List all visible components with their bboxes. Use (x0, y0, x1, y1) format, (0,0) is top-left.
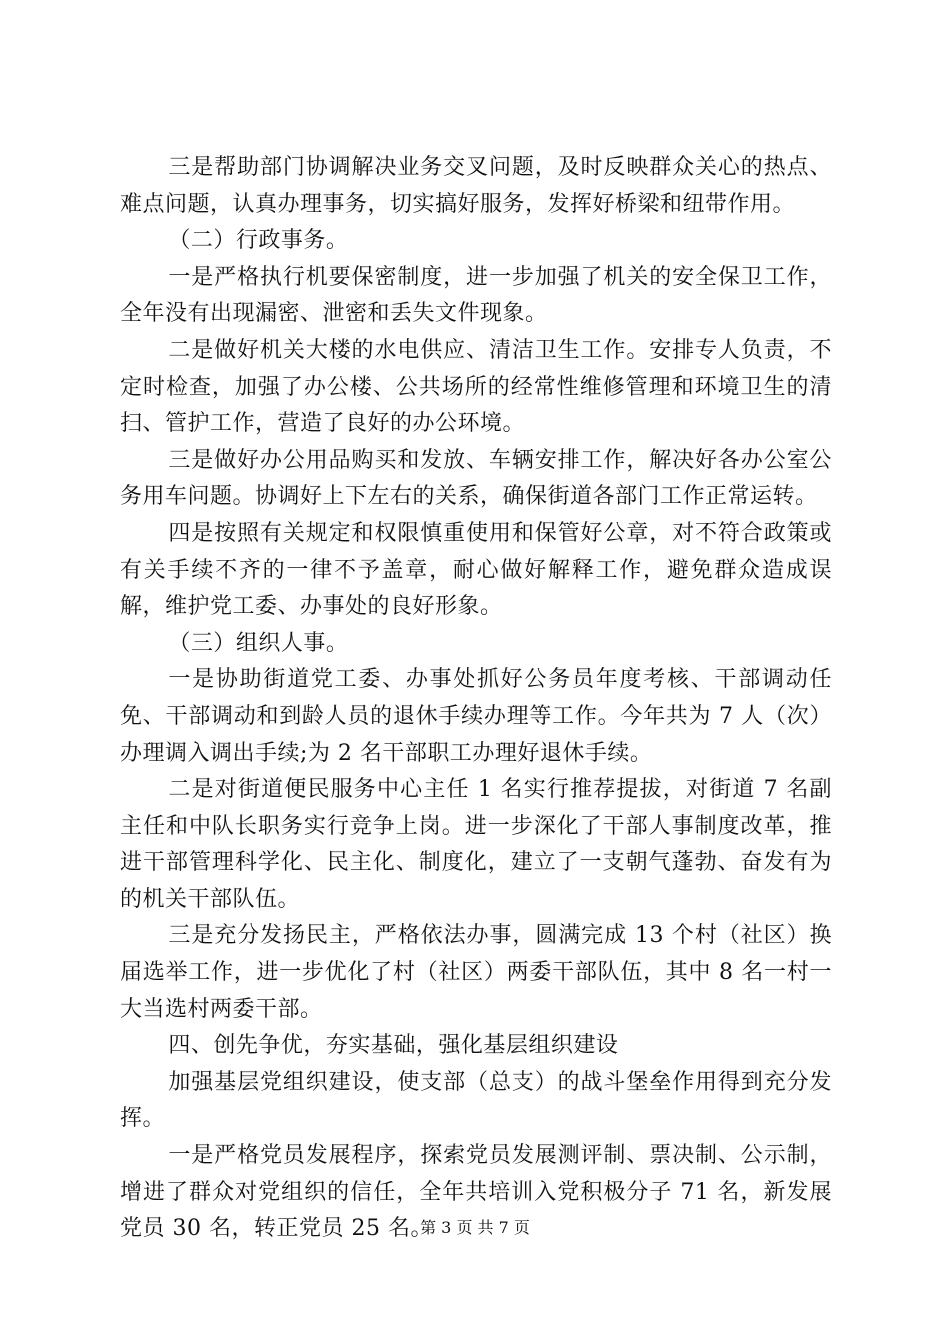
section-heading: （三）组织人事。 (168, 630, 349, 656)
paragraph: 二是做好机关大楼的水电供应、清洁卫生工作。安排专人负责，不定时检查，加强了办公楼、公共场所的经常性维修管理和环境卫生的清扫、管护工作，营造了良好的办公环境。 (120, 337, 832, 437)
paragraph: 一是严格党员发展程序，探索党员发展测评制、票决制、公示制，增进了群众对党组织的信任，全年共培训入党积极分子 71 名，新发展党员 30 名，转正党员 25 名。 (120, 1143, 832, 1242)
page-number-footer: 第 3 页 共 7 页 (420, 1218, 530, 1237)
paragraph: 二是对街道便民服务中心主任 1 名实行推荐提拔，对街道 7 名副主任和中队长职务实行竞争上岗。进一步深化了干部人事制度改革，推进干部管理科学化、民主化、制度化，建立了一支朝气蓬勃、奋发有为的机关干部队伍。 (120, 777, 832, 912)
paragraph: 三是帮助部门协调解决业务交叉问题，及时反映群众关心的热点、难点问题，认真办理事务，切实搞好服务，发挥好桥梁和纽带作用。 (120, 155, 832, 217)
paragraph: 加强基层党组织建设，使支部（总支）的战斗堡垒作用得到充分发挥。 (120, 1069, 832, 1132)
paragraph: 三是做好办公用品购买和发放、车辆安排工作，解决好各办公室公务用车问题。协调好上下左右的关系，确保街道各部门工作正常运转。 (120, 447, 832, 510)
paragraph: 三是充分发扬民主，严格依法办事，圆满完成 13 个村（社区）换届选举工作，进一步优化了村（社区）两委干部队伍，其中 8 名一村一大当选村两委干部。 (120, 923, 832, 1022)
document-body (120, 150, 832, 1248)
paragraph: 一是协助街道党工委、办事处抓好公务员年度考核、干部调动任免、干部调动和到龄人员的退休手续办理等工作。今年共为 7 人（次）办理调入调出手续;为 2 名干部职工办理好退休手续。 (120, 667, 832, 766)
paragraph: 一是严格执行机要保密制度，进一步加强了机关的安全保卫工作，全年没有出现漏密、泄密和丢失文件现象。 (120, 264, 832, 327)
section-heading: 四、创先争优，夯实基础，强化基层组织建设 (168, 1033, 619, 1059)
section-heading: （二）行政事务。 (168, 228, 349, 254)
paragraph: 四是按照有关规定和权限慎重使用和保管好公章，对不符合政策或有关手续不齐的一律不予盖章，耐心做好解释工作，避免群众造成误解，维护党工委、办事处的良好形象。 (120, 520, 832, 620)
